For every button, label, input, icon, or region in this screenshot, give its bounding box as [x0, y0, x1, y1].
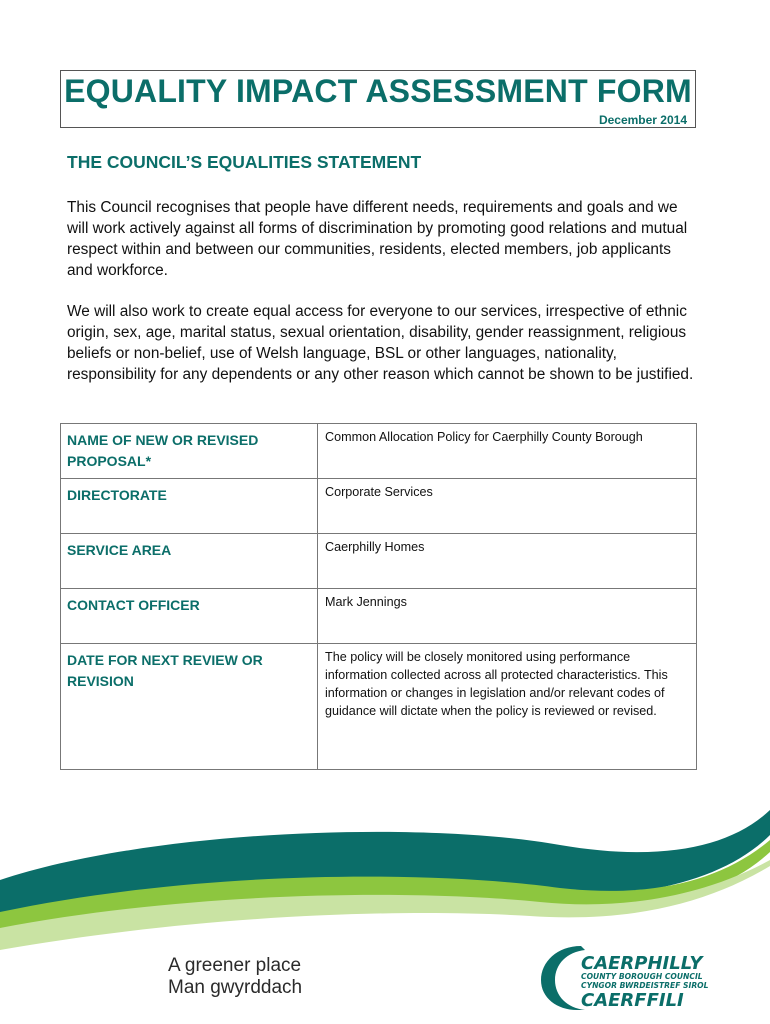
proposal-details-table — [60, 423, 697, 770]
directorate-value: Corporate Services — [318, 479, 697, 534]
statement-heading: THE COUNCIL’S EQUALITIES STATEMENT — [67, 152, 422, 172]
service-area-label: SERVICE AREA — [61, 534, 318, 589]
proposal-name-label: NAME OF NEW OR REVISED PROPOSAL* — [61, 424, 318, 479]
directorate-label: DIRECTORATE — [61, 479, 318, 534]
form-date: December 2014 — [598, 113, 687, 127]
tagline-english: A greener place — [168, 955, 302, 976]
proposal-name-value: Common Allocation Policy for Caerphilly County Borough — [318, 424, 697, 479]
table-row — [61, 534, 697, 589]
tagline — [168, 955, 302, 999]
council-logo — [537, 940, 737, 1012]
table-row — [61, 479, 697, 534]
tagline-welsh: Man gwyrddach — [168, 977, 303, 998]
service-area-value: Caerphilly Homes — [318, 534, 697, 589]
logo-caerphilly: CAERPHILLY — [581, 953, 703, 974]
page-title: EQUALITY IMPACT ASSESSMENT FORM — [64, 73, 692, 109]
table-row — [61, 424, 697, 479]
logo-caerffili: CAERFFILI — [581, 990, 684, 1011]
title-box — [60, 70, 696, 128]
table-row — [61, 644, 697, 770]
contact-officer-value: Mark Jennings — [318, 589, 697, 644]
statement-paragraph-2: We will also work to create equal access for everyone to our services, irrespective of ethnic origin, sex, age, marital status, sexual orientation, disability, gender reassignment, religious beliefs or non-belief, use of Welsh language, BSL or other languages, nationality, responsibility for any dependents or any other reason which cannot be shown to be justified. — [67, 303, 694, 383]
logo-cyngor: CYNGOR BWRDEISTREF SIROL — [581, 981, 709, 990]
contact-officer-label: CONTACT OFFICER — [61, 589, 318, 644]
table-row — [61, 589, 697, 644]
review-date-label: DATE FOR NEXT REVIEW OR REVISION — [61, 644, 318, 770]
review-date-value: The policy will be closely monitored using performance information collected across all protected characteristics. This information or changes in legislation and/or relevant codes of guidance will dictate when the policy is reviewed or revised. — [318, 644, 697, 770]
statement-paragraph-1: This Council recognises that people have different needs, requirements and goals and we will work actively against all forms of discrimination by promoting good relations and mutual respect within and between our communities, residents, elected members, job applicants and workforce. — [67, 199, 688, 279]
logo-county-borough: COUNTY BOROUGH COUNCIL — [581, 972, 703, 981]
